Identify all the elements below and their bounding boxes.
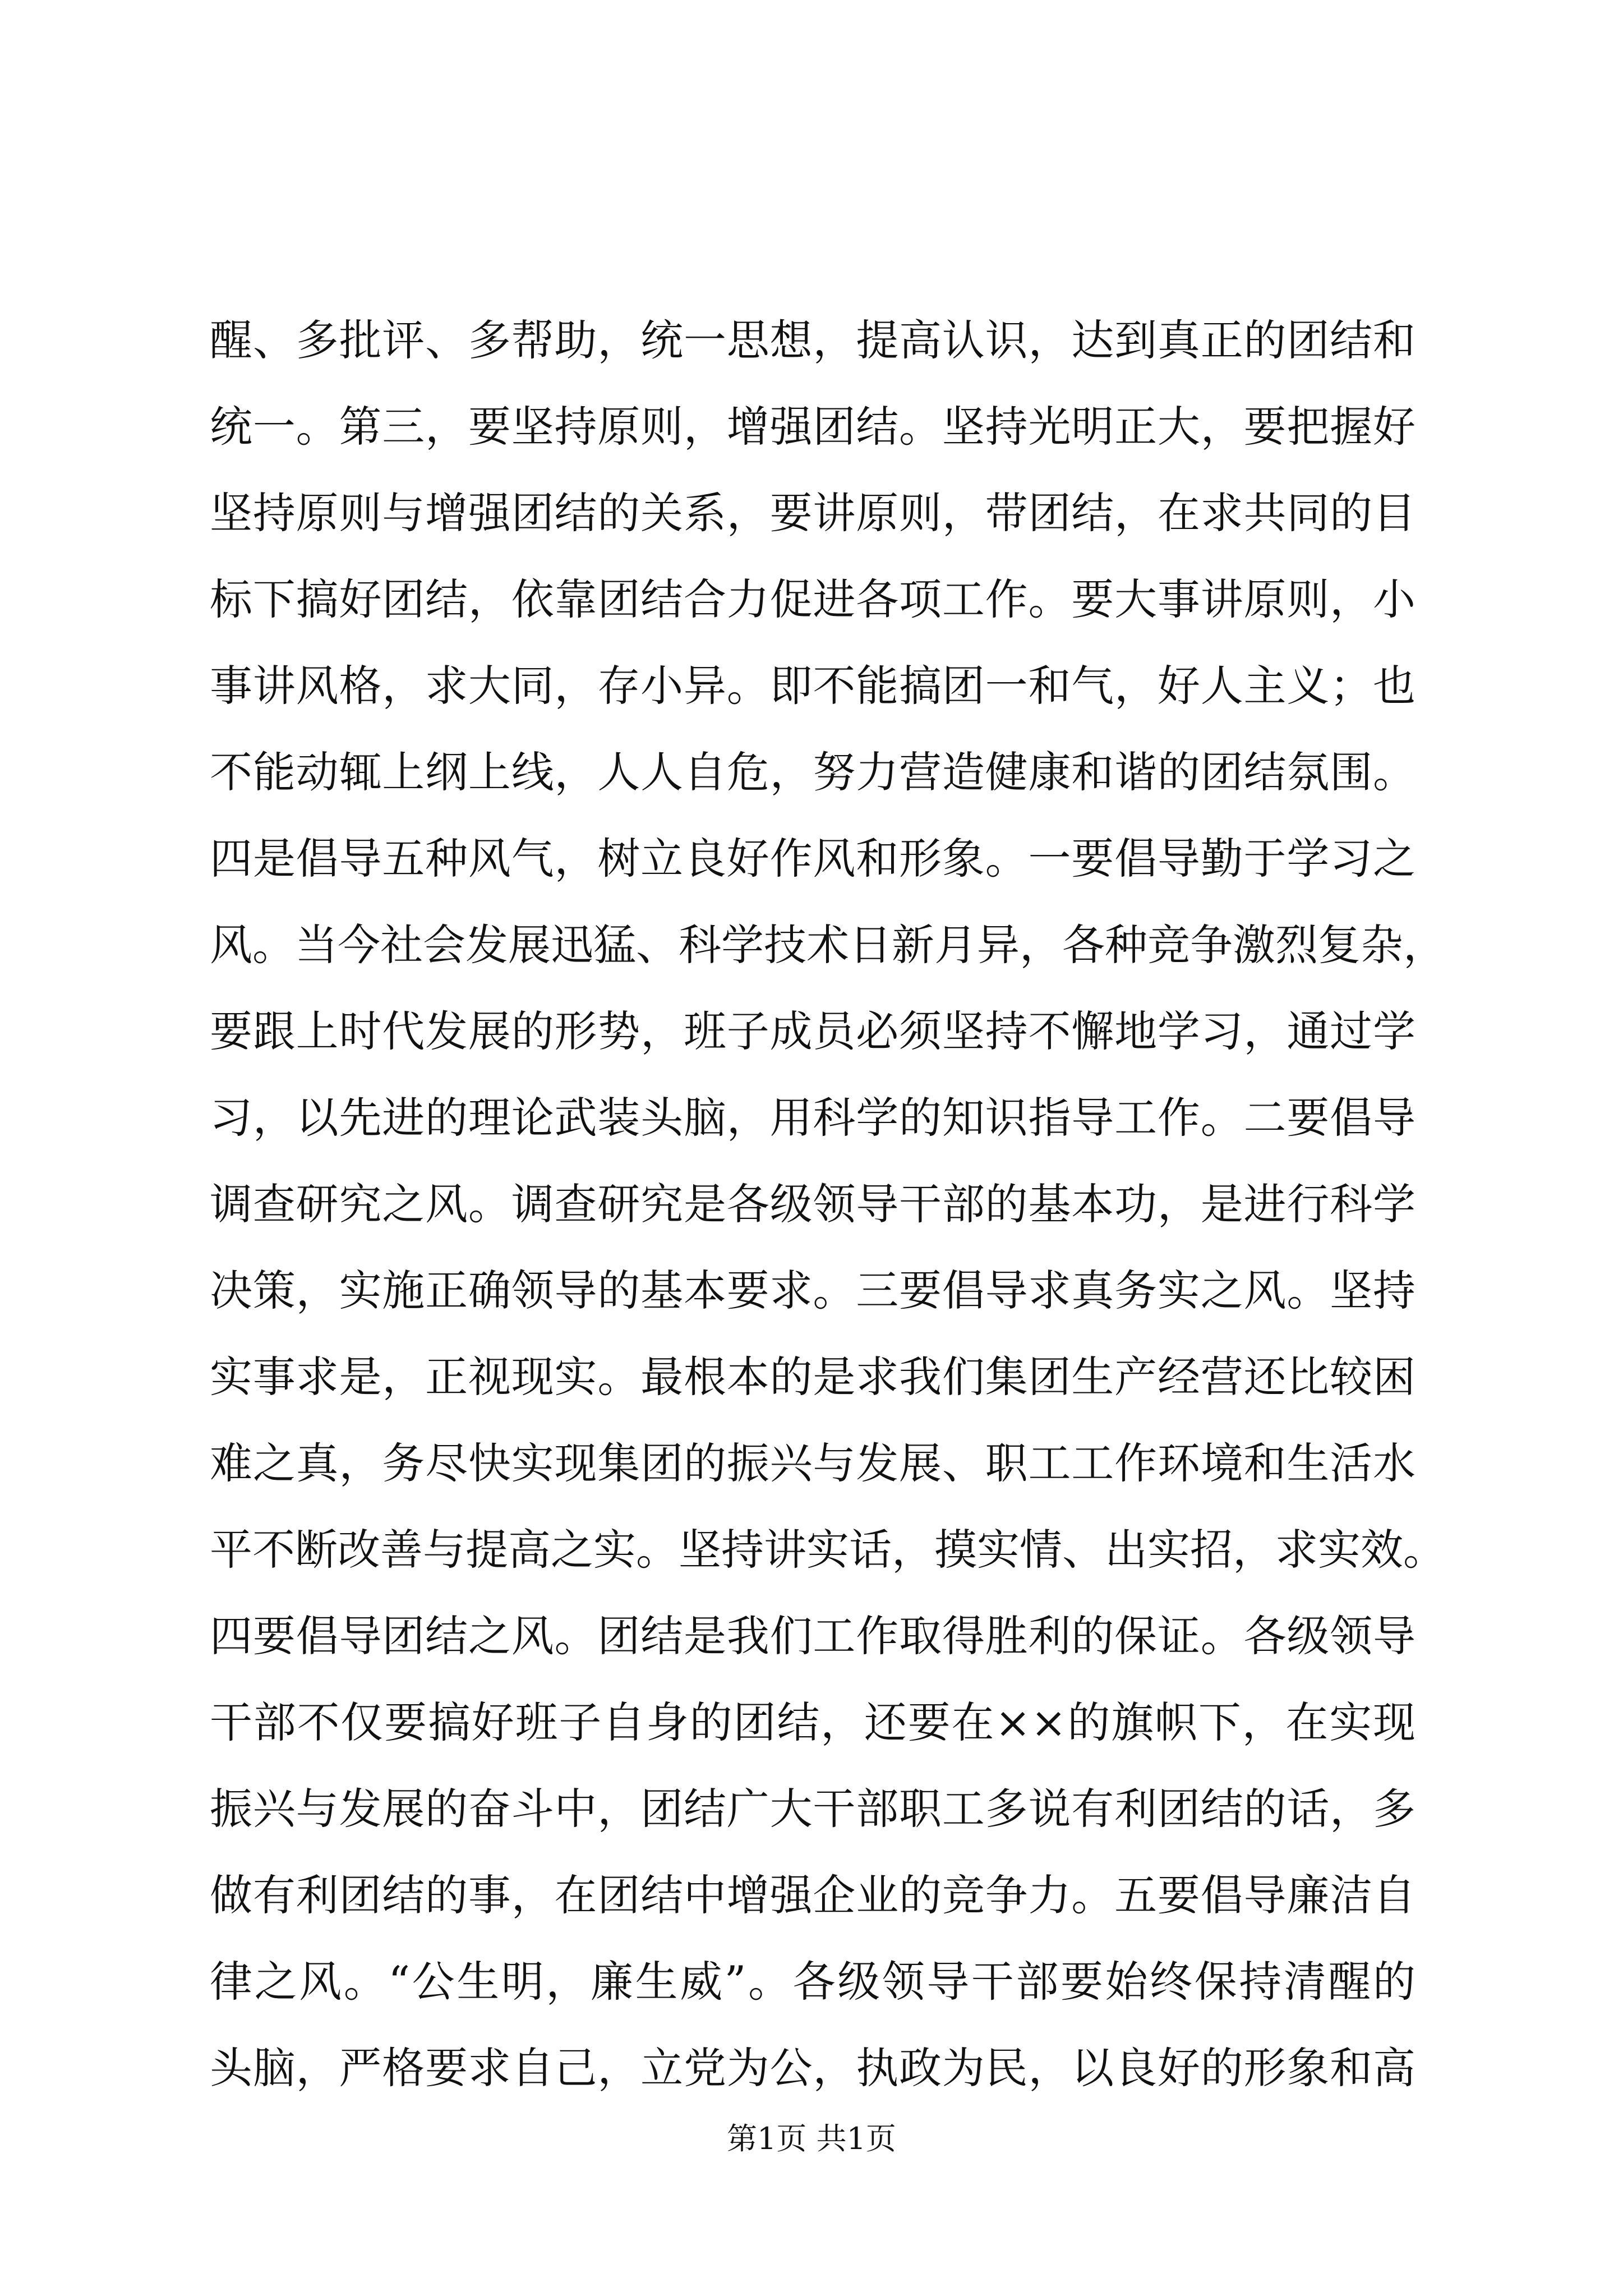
body-text <box>210 297 1446 2111</box>
text-line: 做有利团结的事，在团结中增强企业的竞争力。五要倡导廉洁自 <box>210 1870 1415 1920</box>
page-footer: 第1页 共1页 <box>727 2121 896 2156</box>
text-line: 四是倡导五种风气，树立良好作风和形象。一要倡导勤于学习之 <box>210 834 1415 884</box>
text-line: 习，以先进的理论武装头脑，用科学的知识指导工作。二要倡导 <box>210 1093 1415 1143</box>
text-line: 难之真，务尽快实现集团的振兴与发展、职工工作环境和生活水 <box>210 1438 1415 1488</box>
text-line: 平不断改善与提高之实。坚持讲实话，摸实情、出实招，求实效。 <box>210 1525 1446 1575</box>
text-line: 头脑，严格要求自己，立党为公，执政为民，以良好的形象和高 <box>210 2043 1415 2093</box>
text-line: 风。当今社会发展迅猛、科学技术日新月异，各种竞争激烈复杂， <box>210 920 1446 970</box>
text-line: 调查研究之风。调查研究是各级领导干部的基本功，是进行科学 <box>210 1179 1415 1229</box>
text-line: 四要倡导团结之风。团结是我们工作取得胜利的保证。各级领导 <box>210 1611 1415 1661</box>
text-line: 统一。第三，要坚持原则，增强团结。坚持光明正大，要把握好 <box>210 402 1415 452</box>
text-line: 要跟上时代发展的形势，班子成员必须坚持不懈地学习，通过学 <box>210 1006 1415 1056</box>
text-line: 决策，实施正确领导的基本要求。三要倡导求真务实之风。坚持 <box>210 1266 1415 1315</box>
text-line: 坚持原则与增强团结的关系，要讲原则，带团结，在求共同的目 <box>210 488 1415 538</box>
text-line: 不能动辄上纲上线，人人自危，努力营造健康和谐的团结氛围。 <box>210 747 1415 797</box>
text-line: 醒、多批评、多帮助，统一思想，提高认识，达到真正的团结和 <box>210 315 1415 365</box>
text-line: 律之风。“公生明，廉生威”。各级领导干部要始终保持清醒的 <box>210 1957 1415 2007</box>
text-line: 事讲风格，求大同，存小异。即不能搞团一和气，好人主义；也 <box>210 661 1415 711</box>
text-line: 振兴与发展的奋斗中，团结广大干部职工多说有利团结的话，多 <box>210 1784 1415 1834</box>
text-line: 实事求是，正视现实。最根本的是求我们集团生产经营还比较困 <box>210 1352 1415 1402</box>
text-line: 干部不仅要搞好班子自身的团结，还要在××的旗帜下，在实现 <box>210 1697 1415 1747</box>
text-line: 标下搞好团结，依靠团结合力促进各项工作。要大事讲原则，小 <box>210 574 1415 624</box>
